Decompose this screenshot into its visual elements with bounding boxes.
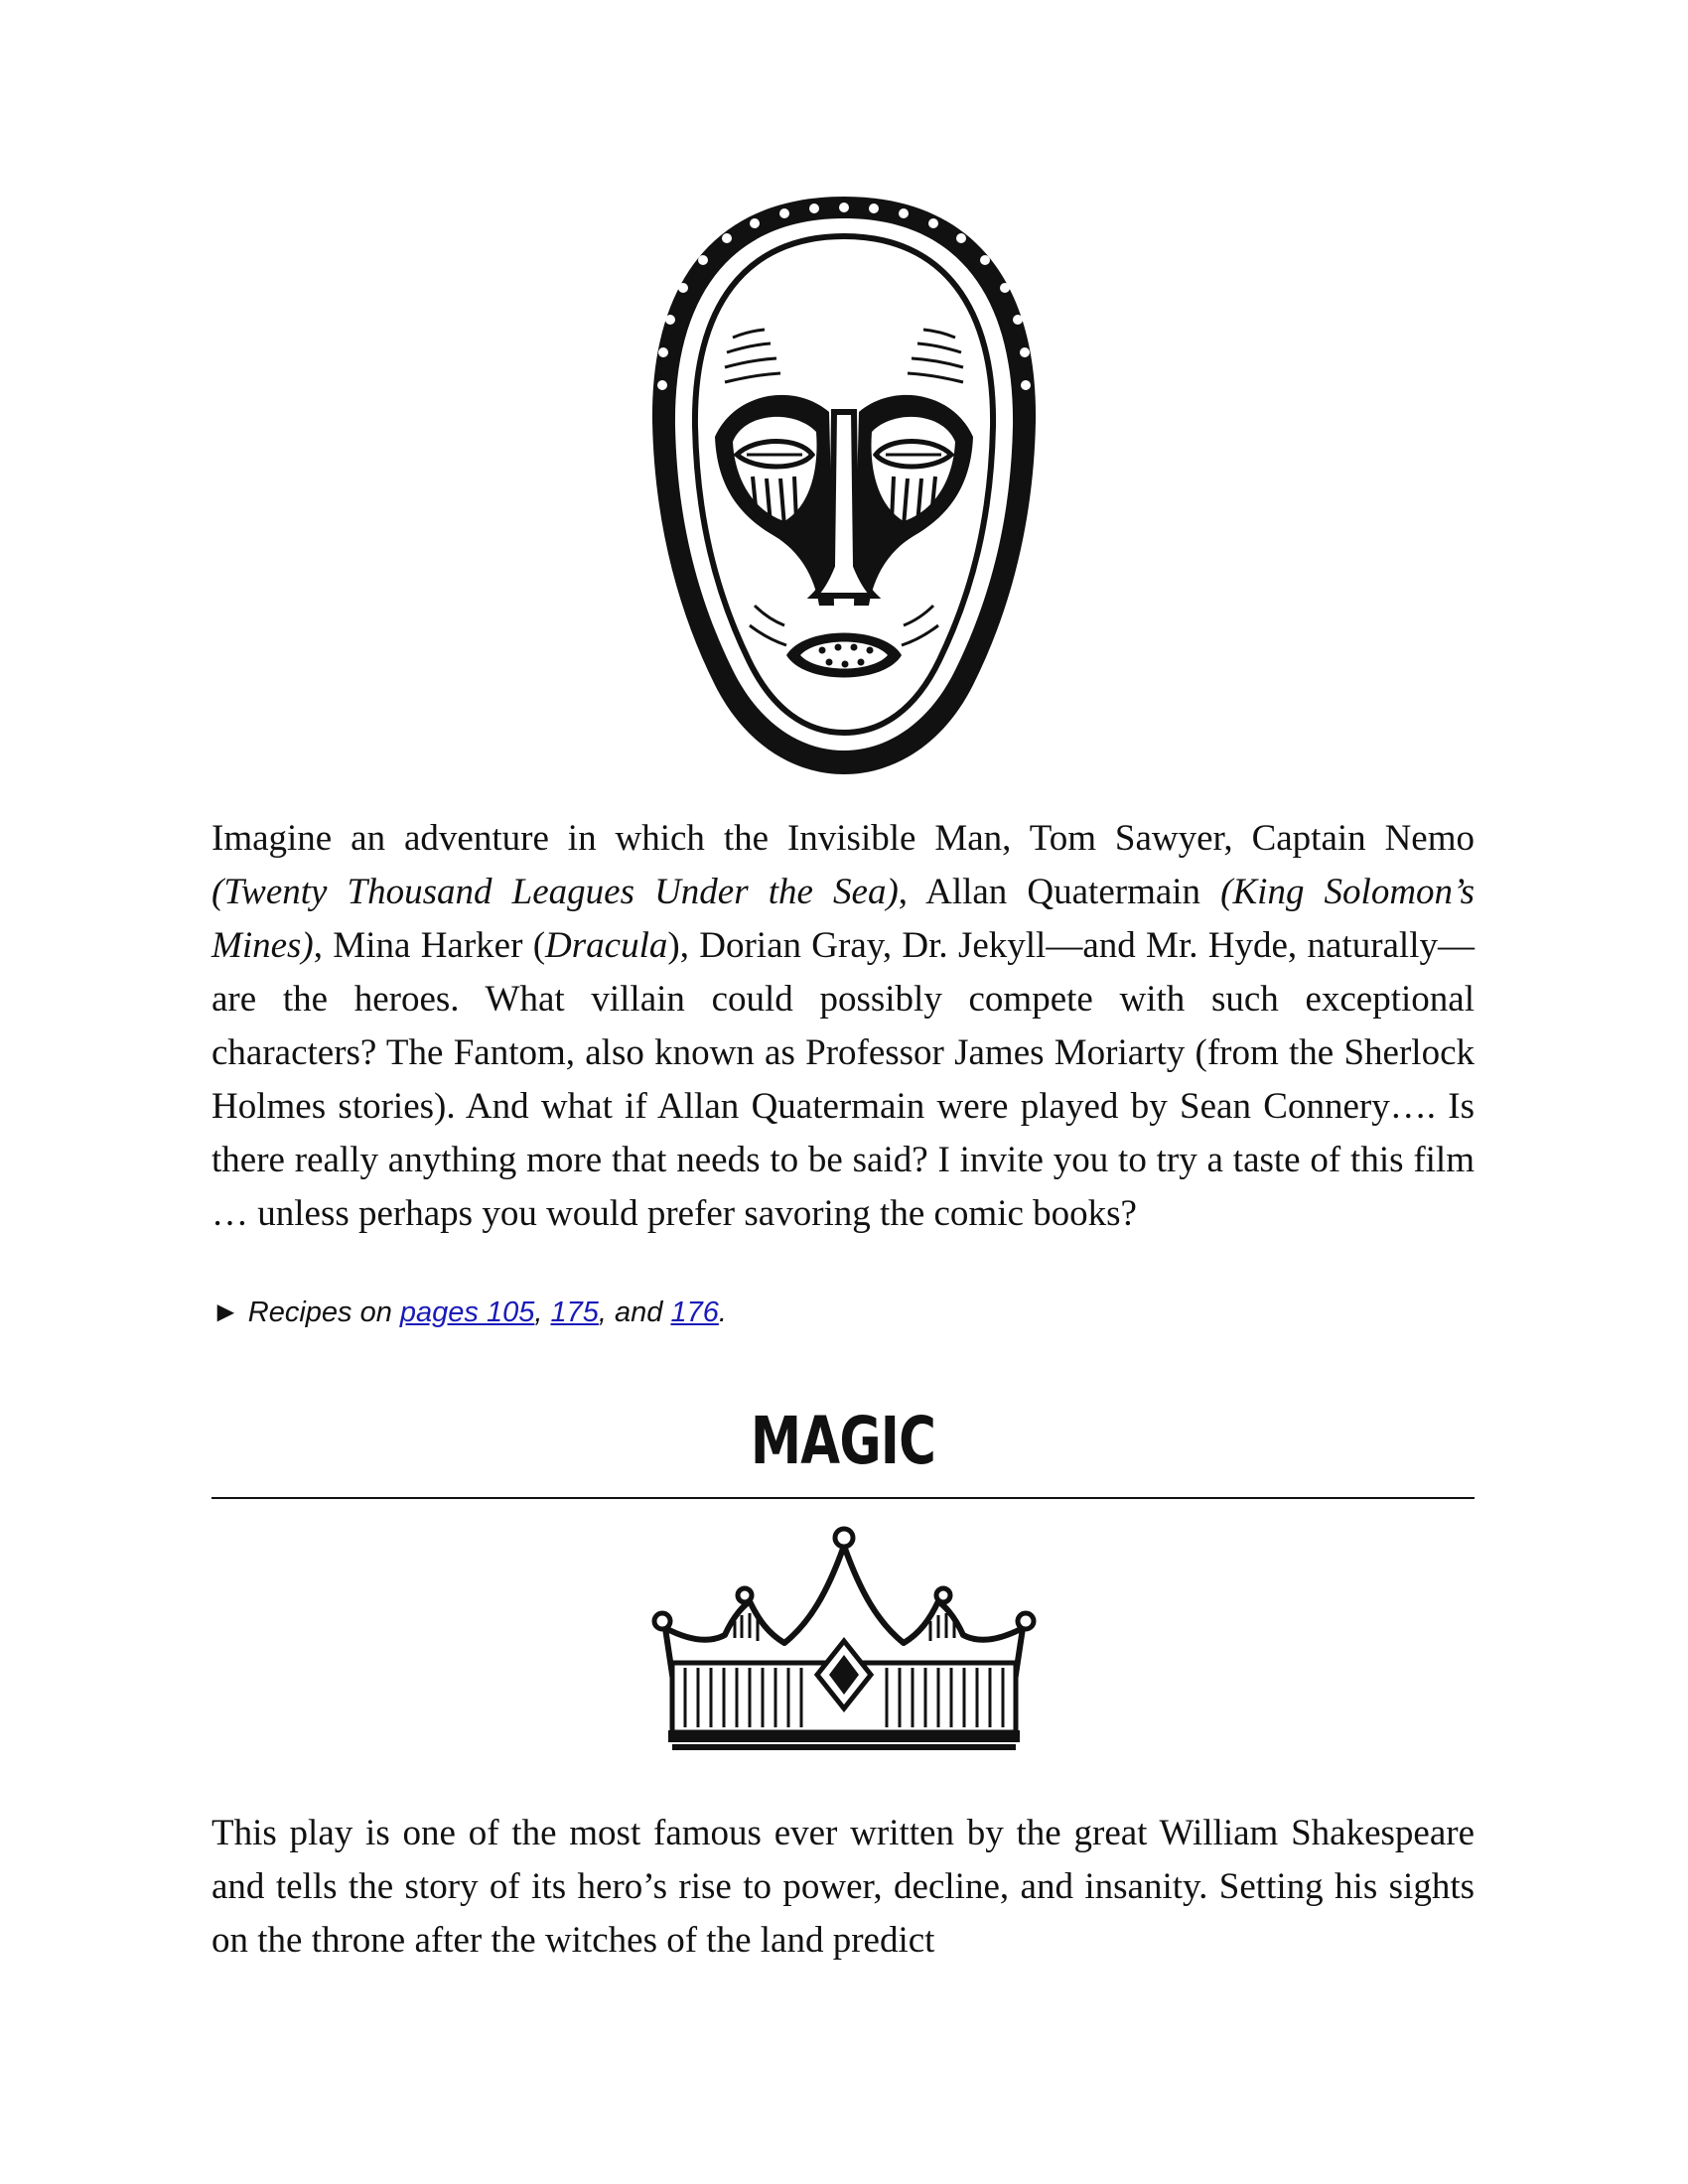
book-title-italic: Dracula <box>545 925 668 966</box>
african-mask-illustration <box>645 189 1043 784</box>
body-paragraph-magic: This play is one of the most famous ever written by the great William Shakespeare and tells the story of its hero’s rise to power, decline, and insanity. Setting his sights on the throne after the witches of the land predict <box>211 1813 1475 1961</box>
recipes-separator: , <box>534 1297 551 1328</box>
book-title-italic: (Twenty Thousand Leagues Under the Sea) <box>211 872 899 912</box>
recipe-link-page-105[interactable]: pages 105 <box>399 1297 535 1328</box>
body-paragraph-intro <box>211 812 1475 1241</box>
recipes-separator: , and <box>598 1297 671 1328</box>
recipe-link-page-175[interactable]: 175 <box>550 1297 599 1328</box>
mask-icon <box>645 189 1043 784</box>
paragraph-text: , Mina Harker ( <box>313 925 546 966</box>
recipes-suffix: . <box>718 1297 727 1328</box>
recipes-prefix: ► Recipes on <box>211 1297 400 1328</box>
section-heading: MAGIC <box>750 1403 936 1479</box>
crown-icon <box>650 1524 1038 1772</box>
recipes-reference <box>211 1293 727 1332</box>
book-title-italic: (King Solomon’s Mines) <box>211 872 1476 966</box>
recipe-link-page-176[interactable]: 176 <box>670 1297 719 1328</box>
heading-divider <box>211 1497 1475 1499</box>
crown-illustration <box>650 1524 1038 1772</box>
paragraph-text: ), Dorian Gray, Dr. Jekyll—and Mr. Hyde, naturally—are the heroes. What villain could possibly compete with such exceptional characters? The Fantom, also known as Professor James Moriarty (from the Sherlock Holmes stories). And what if Allan Quatermain were played by Sean Connery…. Is there really anything more that needs to be said? I invite you to try a taste of this film … unless perhaps you would prefer savoring the comic books? <box>211 925 1475 1234</box>
paragraph-text: Imagine an adventure in which the Invisible Man, Tom Sawyer, Captain Nemo <box>211 818 1475 859</box>
paragraph-text: , Allan Quatermain <box>898 872 1221 912</box>
